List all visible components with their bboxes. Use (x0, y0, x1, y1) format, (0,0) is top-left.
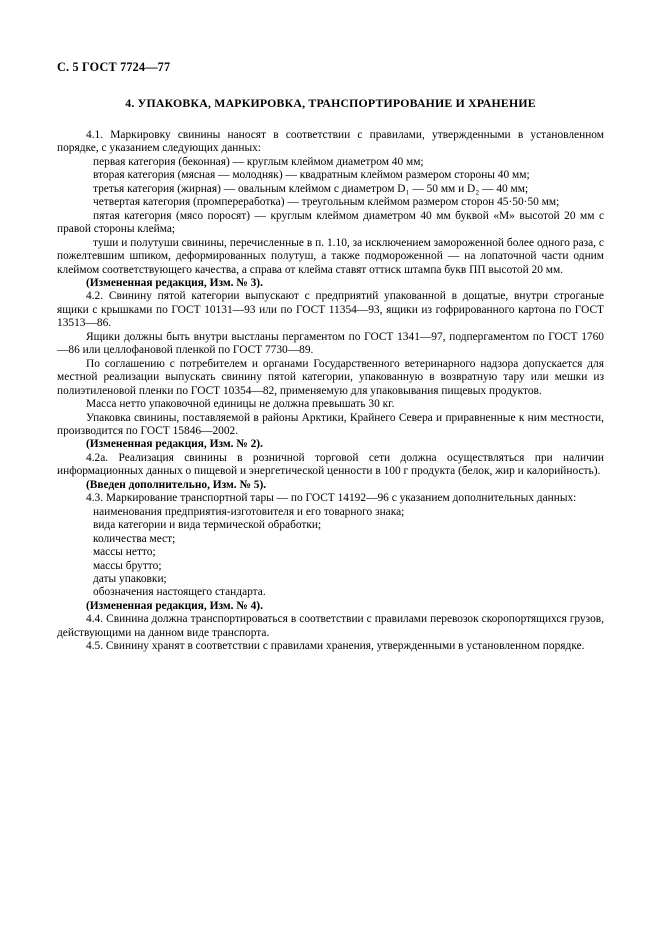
list-item-category-type: вида категории и вида термической обработки; (93, 519, 322, 532)
category-item-second: вторая категория (мясная — молодняк) — квадратным клеймом размером стороны 40 мм; (93, 169, 530, 182)
list-item-manufacturer-name: наименования предприятия-изготовителя и его товарного знака; (93, 505, 405, 518)
amendment-note-2: (Измененная редакция, Изм. № 2). (86, 438, 263, 451)
paragraph-4-2a: 4.2а. Реализация свинины в розничной торговой сети должна осуществляться при наличии информационных данных о пищевой и энергетической ценности в 100 г продукта (белок, жир и калорийность). (57, 451, 604, 478)
list-item-packing-date: даты упаковки; (93, 572, 167, 585)
paragraph-box-lining: Ящики должны быть внутри выстланы пергаментом по ГОСТ 1341—97, подпергаментом по ГОСТ 1760—86 или целлофановой пленкой по ГОСТ 7730—89. (57, 330, 604, 357)
category-item-third: третья категория (жирная) — овальным клеймом с диаметром D₁ — 50 мм и D₂ — 40 мм; (93, 182, 529, 195)
list-item-net-mass: массы нетто; (93, 546, 156, 559)
document-body (57, 129, 604, 654)
paragraph-4-2: 4.2. Свинину пятой категории выпускают с предприятий упакованной в дощатые, внутри строганые ящики с крышками по ГОСТ 10131—93 или по ГОСТ 11354—93, ящики из гофрированного картона по ГОСТ 13513—86. (57, 290, 604, 330)
amendment-note-3: (Измененная редакция, Изм. № 3). (86, 276, 263, 289)
paragraph-4-4: 4.4. Свинина должна транспортироваться в соответствии с правилами перевозок скоропортящихся грузов, действующими на данном виде транспорта. (57, 613, 604, 639)
amendment-note-4: (Измененная редакция, Изм. № 4). (86, 599, 263, 612)
paragraph-net-mass-limit: Масса нетто упаковочной единицы не должна превышать 30 кг. (86, 398, 395, 411)
paragraph-carcasses: туши и полутуши свинины, перечисленные в п. 1.10, за исключением замороженной более одного раза, с пожелтевшим шпиком, деформированных полутуш, а также подмороженной — на лопаточной части одним клеймом соответствующего качества, а справа от клейма ставят оттиск штампа букв ПП высотой 20 мм. (57, 236, 604, 276)
list-item-standard-designation: обозначения настоящего стандарта. (93, 586, 266, 599)
section-title: 4. УПАКОВКА, МАРКИРОВКА, ТРАНСПОРТИРОВАНИЕ И ХРАНЕНИЕ (125, 96, 536, 110)
category-item-first: первая категория (беконная) — круглым клеймом диаметром 40 мм; (93, 155, 424, 168)
page-header-gost-number: С. 5 ГОСТ 7724—77 (57, 60, 171, 74)
paragraph-local-sales: По соглашению с потребителем и органами Государственного ветеринарного надзора допускается для местной реализации выпускать свинину пятой категории, упакованную в возвратную тару или мешки из полиэтиленовой пленки по ГОСТ 10354—82, применяемую для упаковывания пищевых продуктов. (57, 357, 604, 397)
list-item-place-count: количества мест; (93, 532, 176, 545)
category-item-fourth: четвертая категория (промпереработка) — треугольным клеймом размером сторон 45·50·50 мм; (93, 196, 560, 209)
paragraph-4-1: 4.1. Маркировку свинины наносят в соответствии с правилами, утвержденными в установленном порядке, с указанием следующих данных: (57, 129, 604, 155)
paragraph-4-5: 4.5. Свинину хранят в соответствии с правилами хранения, утвержденными в установленном порядке. (86, 640, 585, 653)
amendment-note-5: (Введен дополнительно, Изм. № 5). (86, 478, 267, 491)
category-item-fifth: пятая категория (мясо поросят) — круглым клеймом диаметром 40 мм буквой «М» высотой 20 мм с правой стороны клейма; (57, 209, 604, 236)
paragraph-arctic-packaging: Упаковка свинины, поставляемой в районы Арктики, Крайнего Севера и приравненные к ним местности, производится по ГОСТ 15846—2002. (57, 411, 604, 437)
list-item-gross-mass: массы брутто; (93, 559, 162, 572)
paragraph-4-3: 4.3. Маркирование транспортной тары — по ГОСТ 14192—96 с указанием дополнительных данных: (86, 492, 577, 505)
